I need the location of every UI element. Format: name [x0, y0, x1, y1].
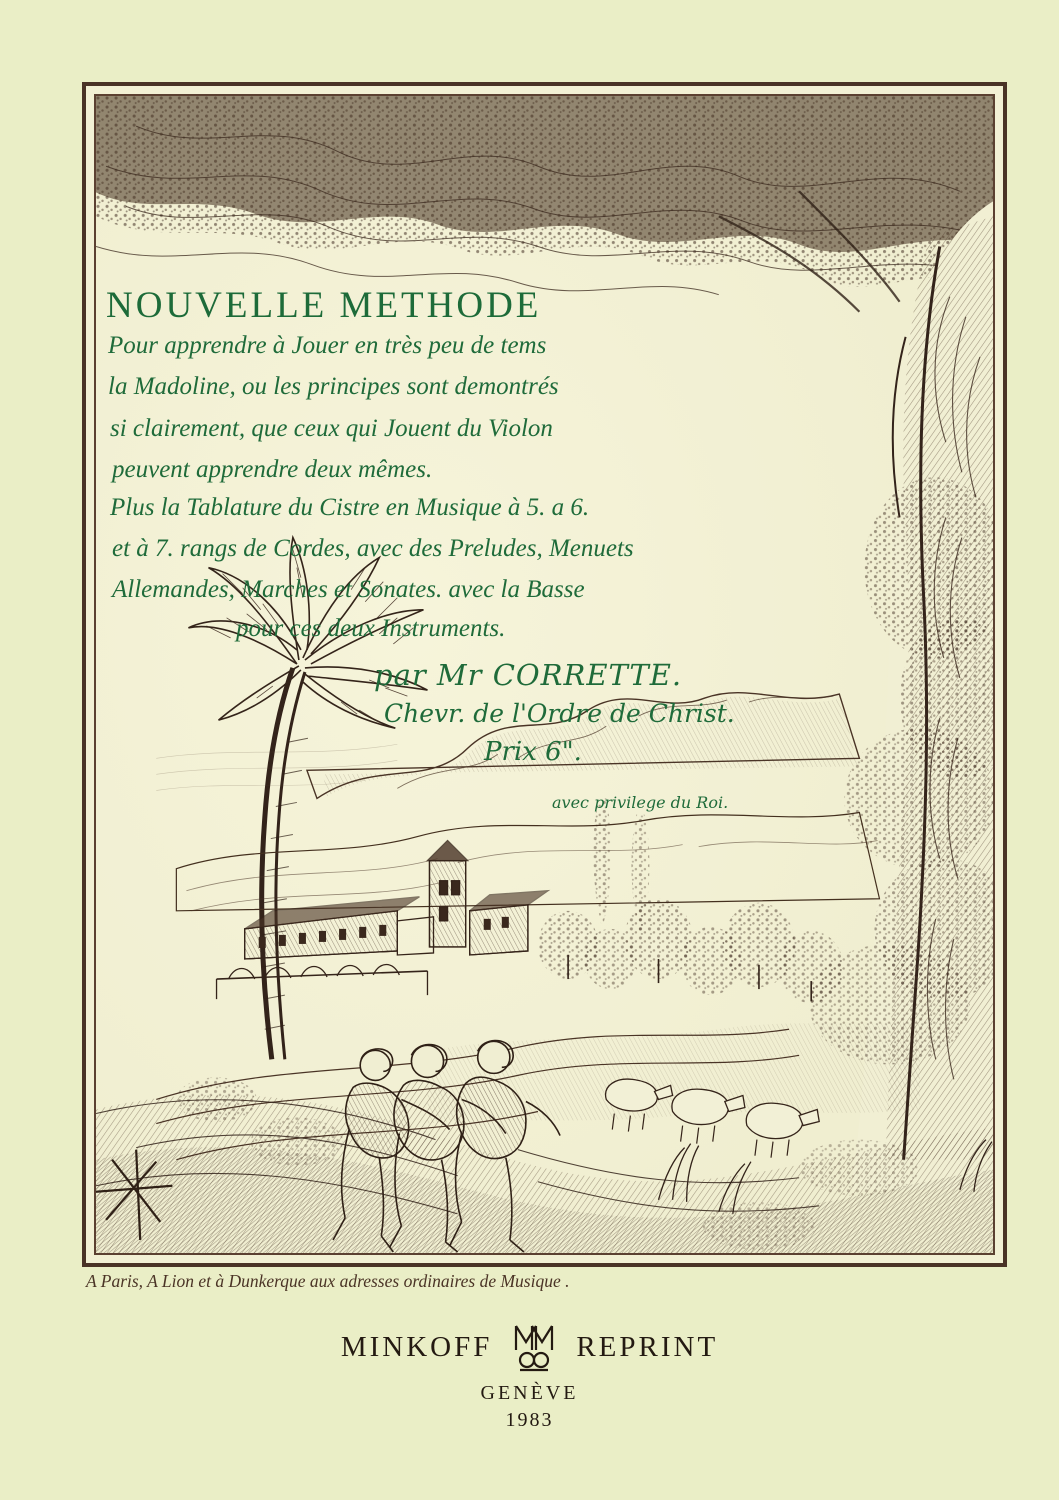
publisher-name-right: REPRINT	[576, 1330, 719, 1363]
publisher-city: GENÈVE	[480, 1382, 579, 1404]
title-line-4: peuvent apprendre deux mêmes.	[112, 456, 433, 483]
title-line-8: pour ces deux Instruments.	[236, 615, 506, 642]
publisher-year: 1983	[505, 1409, 554, 1431]
title-line-1: Pour apprendre à Jouer en très peu de tems	[108, 332, 547, 359]
price-line: Prix 6".	[484, 737, 582, 767]
title-line-7: Allemandes, Marches et Sonates. avec la Basse	[112, 576, 585, 603]
engraving-plate-frame	[82, 82, 1007, 1267]
title-line-6: et à 7. rangs de Cordes, avec des Preludes, Menuets	[112, 535, 634, 562]
title-line-3: si clairement, que ceux qui Jouent du Violon	[110, 415, 553, 442]
page-title: NOUVELLE METHODE	[106, 285, 542, 326]
colophon-row	[0, 1320, 1059, 1374]
minkoff-monogram-icon	[510, 1320, 558, 1374]
engraving-plate-inner	[94, 94, 995, 1255]
privilege-line: avec privilege du Roi.	[552, 793, 729, 812]
author-line: par Mr CORRETTE.	[374, 658, 683, 692]
engraving-illustration	[96, 96, 993, 1253]
author-order-line: Chevr. de l'Ordre de Christ.	[384, 699, 735, 728]
title-line-2: la Madoline, ou les principes sont demontrés	[108, 373, 559, 400]
publisher-name-left: MINKOFF	[340, 1330, 493, 1363]
publisher-colophon	[0, 1320, 1059, 1432]
title-line-5: Plus la Tablature du Cistre en Musique à 5. a 6.	[110, 494, 590, 521]
imprint-line: A Paris, A Lion et à Dunkerque aux adresses ordinaires de Musique .	[86, 1271, 570, 1291]
